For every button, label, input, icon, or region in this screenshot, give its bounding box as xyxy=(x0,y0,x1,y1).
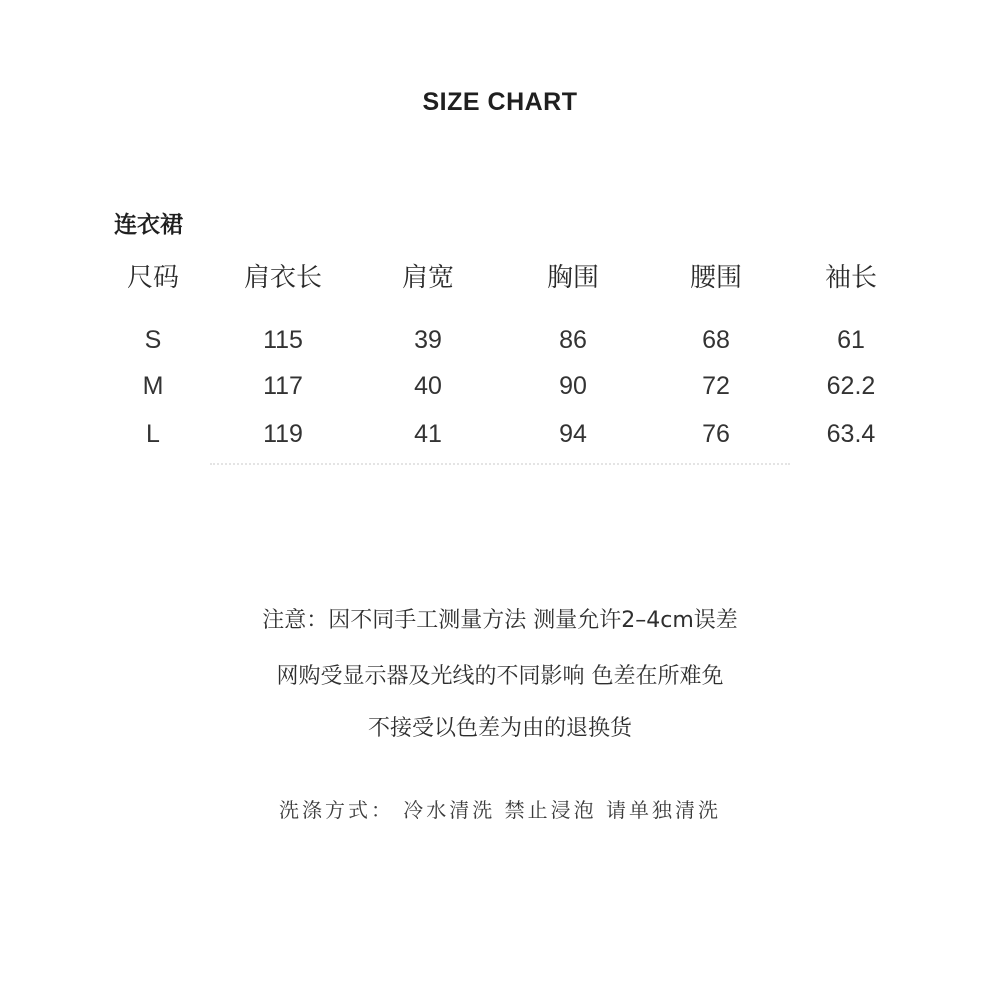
bust-cell: 90 xyxy=(559,372,587,400)
size-cell: L xyxy=(146,420,160,448)
color-note: 网购受显示器及光线的不同影响 色差在所难免 xyxy=(276,664,724,689)
length-cell: 115 xyxy=(263,326,303,354)
bust-cell: 94 xyxy=(559,420,587,448)
sleeve-cell: 62.2 xyxy=(826,372,876,400)
shoulder-cell: 41 xyxy=(414,420,442,448)
page-title: SIZE CHART xyxy=(422,88,578,116)
header-length: 肩衣长 xyxy=(243,263,322,293)
waist-cell: 72 xyxy=(702,372,730,400)
waist-cell: 76 xyxy=(702,420,730,448)
header-bust: 胸围 xyxy=(546,263,599,293)
table-divider xyxy=(210,463,790,465)
header-shoulder: 肩宽 xyxy=(401,263,454,293)
return-note: 不接受以色差为由的退换货 xyxy=(367,716,632,741)
bust-cell: 86 xyxy=(559,326,587,354)
size-cell: S xyxy=(144,326,162,354)
table-row xyxy=(0,420,1000,456)
header-sleeve: 袖长 xyxy=(824,263,877,293)
length-cell: 117 xyxy=(263,372,303,400)
waist-cell: 68 xyxy=(702,326,730,354)
measurement-note: 注意：因不同手工测量方法 测量允许2–4cm误差 xyxy=(262,608,738,633)
sleeve-cell: 61 xyxy=(837,326,865,354)
header-size: 尺码 xyxy=(126,263,179,293)
header-waist: 腰围 xyxy=(689,263,742,293)
sleeve-cell: 63.4 xyxy=(826,420,876,448)
shoulder-cell: 40 xyxy=(414,372,442,400)
table-row xyxy=(0,326,1000,362)
shoulder-cell: 39 xyxy=(414,326,442,354)
length-cell: 119 xyxy=(263,420,303,448)
size-cell: M xyxy=(142,372,164,400)
table-row xyxy=(0,372,1000,408)
category-label: 连衣裙 xyxy=(114,212,183,238)
wash-instructions: 洗涤方式： 冷水清洗 禁止浸泡 请单独清洗 xyxy=(278,798,722,822)
